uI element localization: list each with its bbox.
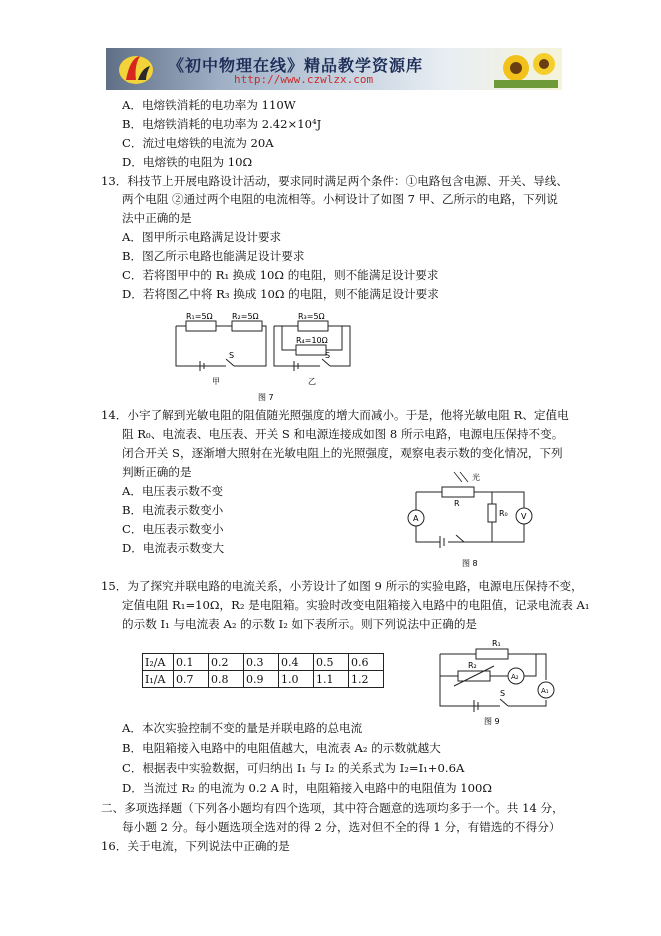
table-cell: 0.9 bbox=[244, 671, 279, 688]
table-cell: 1.0 bbox=[279, 671, 314, 688]
sunflower-icon bbox=[494, 50, 558, 88]
fig9-r2-label: R₂ bbox=[468, 661, 477, 670]
figure-7 bbox=[170, 310, 370, 402]
text-line: C．根据表中实验数据，可归纳出 I₁ 与 I₂ 的关系式为 I₂=I₁+0.6A bbox=[122, 761, 465, 775]
fig9-a2-label: A₂ bbox=[511, 673, 519, 681]
text-line: 两个电阻 ②通过两个电阻的电流相等。小柯设计了如图 7 甲、乙所示的电路，下列说 bbox=[122, 192, 558, 206]
circuit-yi bbox=[274, 321, 350, 371]
fig7-r4-label: R₄=10Ω bbox=[296, 336, 328, 345]
site-logo-icon bbox=[116, 52, 156, 86]
banner-url[interactable]: http://www.czwlzx.com bbox=[234, 73, 374, 86]
text-line: 16．关于电流，下列说法中正确的是 bbox=[101, 839, 290, 853]
fig7-r3-label: R₃=5Ω bbox=[298, 312, 325, 321]
fig9-switch-label: S bbox=[500, 689, 506, 698]
banner-title: 《初中物理在线》精品教学资源库 bbox=[168, 56, 424, 75]
text-line: D．电熔铁的电阻为 10Ω bbox=[122, 155, 253, 169]
text-line: A．图甲所示电路满足设计要求 bbox=[122, 230, 282, 244]
fig9-r1-label: R₁ bbox=[492, 639, 501, 648]
table-cell: 0.7 bbox=[174, 671, 209, 688]
text-line: 15．为了探究并联电路的电流关系，小芳设计了如图 9 所示的实验电路，电源电压保持不变， bbox=[101, 579, 583, 593]
fig8-ammeter-label: A bbox=[413, 514, 419, 523]
table-cell: 0.4 bbox=[279, 654, 314, 671]
table-cell: I₁/A bbox=[143, 671, 174, 688]
text-line: B．电阻箱接入电路中的电阻值越大，电流表 A₂ 的示数就越大 bbox=[122, 741, 441, 755]
fig7-switch-label: S bbox=[229, 351, 235, 360]
text-line: 14．小宇了解到光敏电阻的阻值随光照强度的增大而减小。于是，他将光敏电阻 R、定值电 bbox=[101, 408, 569, 422]
text-line: 13．科技节上开展电路设计活动，要求同时满足两个条件：①电路包含电源、开关、导线、 bbox=[101, 174, 568, 188]
text-line: A．电熔铁消耗的电功率为 110W bbox=[122, 98, 296, 112]
text-line: 阻 R₀、电流表、电压表、开关 S 和电源连接成如图 8 所示电路，电源电压保持不变。 bbox=[122, 427, 564, 441]
table-cell: 1.1 bbox=[314, 671, 349, 688]
figure-8 bbox=[404, 470, 550, 568]
text-line: 法中正确的是 bbox=[122, 211, 192, 225]
fig9-a1-label: A₁ bbox=[541, 687, 549, 695]
text-line: B．电熔铁消耗的电功率为 2.42×10⁴J bbox=[122, 117, 322, 131]
fig7-r1-label: R₁=5Ω bbox=[186, 312, 213, 321]
text-line: 判断正确的是 bbox=[122, 465, 192, 479]
text-line: 二、多项选择题（下列各小题均有四个选项，其中符合题意的选项均多于一个。共 14 分， bbox=[101, 801, 564, 815]
header-banner bbox=[106, 48, 562, 90]
text-line: B．电流表示数变小 bbox=[122, 503, 224, 517]
fig8-caption: 图 8 bbox=[462, 559, 478, 568]
fig8-voltmeter-label: V bbox=[521, 512, 527, 521]
data-table bbox=[142, 653, 384, 688]
text-line: D．当流过 R₂ 的电流为 0.2 A 时，电阻箱接入电路中的电阻值为 100Ω bbox=[122, 781, 492, 795]
text-line: B．图乙所示电路也能满足设计要求 bbox=[122, 249, 305, 263]
text-line: 定值电阻 R₁=10Ω，R₂ 是电阻箱。实验时改变电阻箱接入电路中的电阻值，记录电流表 A₁ bbox=[122, 598, 590, 612]
table-cell: 0.6 bbox=[349, 654, 384, 671]
table-row bbox=[143, 654, 384, 671]
figure-9 bbox=[428, 636, 558, 728]
fig8-r0-label: R₀ bbox=[499, 509, 508, 518]
text-line: 每小题 2 分。每小题选项全选对的得 2 分，选对但不全的得 1 分，有错选的不得分） bbox=[122, 820, 561, 834]
fig7-r2-label: R₂=5Ω bbox=[232, 312, 259, 321]
fig8-light-label: 光 bbox=[472, 473, 480, 482]
table-cell: 0.3 bbox=[244, 654, 279, 671]
table-cell: 0.2 bbox=[209, 654, 244, 671]
text-line: D．若将图乙中将 R₃ 换成 10Ω 的电阻，则不能满足设计要求 bbox=[122, 287, 439, 301]
table-cell: 0.8 bbox=[209, 671, 244, 688]
fig7-jia-label: 甲 bbox=[212, 377, 220, 386]
fig7-caption: 图 7 bbox=[258, 393, 274, 402]
table-cell: 0.1 bbox=[174, 654, 209, 671]
text-line: A．电压表示数不变 bbox=[122, 484, 224, 498]
text-line: A．本次实验控制不变的量是并联电路的总电流 bbox=[122, 721, 363, 735]
fig9-caption: 图 9 bbox=[484, 717, 500, 726]
table-cell: I₂/A bbox=[143, 654, 174, 671]
fig7-yi-label: 乙 bbox=[308, 377, 316, 386]
text-line: C．电压表示数变小 bbox=[122, 522, 224, 536]
circuit-jia bbox=[176, 321, 266, 371]
text-line: C．若将图甲中的 R₁ 换成 10Ω 的电阻，则不能满足设计要求 bbox=[122, 268, 439, 282]
table-cell: 1.2 bbox=[349, 671, 384, 688]
table-row bbox=[143, 671, 384, 688]
text-line: D．电流表示数变大 bbox=[122, 541, 225, 555]
table-cell: 0.5 bbox=[314, 654, 349, 671]
text-line: 的示数 I₁ 与电流表 A₂ 的示数 I₂ 如下表所示。则下列说法中正确的是 bbox=[122, 617, 478, 631]
fig7-switch2-label: S bbox=[325, 351, 331, 360]
text-line: C．流过电熔铁的电流为 20A bbox=[122, 136, 274, 150]
text-line: 闭合开关 S，逐渐增大照射在光敏电阻上的光照强度，观察电表示数的变化情况，下列 bbox=[122, 446, 563, 460]
fig8-r-label: R bbox=[454, 499, 460, 508]
